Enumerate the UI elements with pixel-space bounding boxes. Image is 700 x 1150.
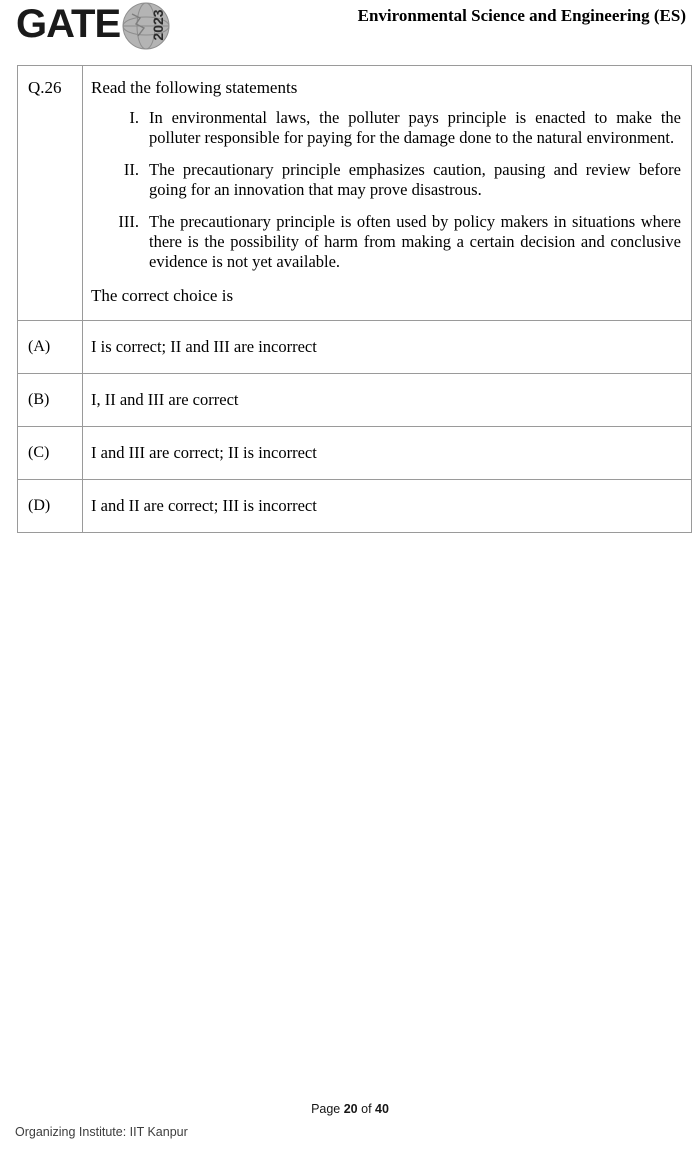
statement-numeral: III. (118, 212, 139, 231)
option-label-d: (D) (28, 497, 51, 514)
gate-logo-text: GATE (16, 2, 121, 46)
page-title: Environmental Science and Engineering (ES) (357, 6, 686, 25)
list-item (91, 108, 681, 148)
question-number-cell (18, 66, 83, 321)
option-text-cell-a[interactable] (83, 321, 692, 374)
page-current: 20 (343, 1102, 358, 1116)
question-closing-line: The correct choice is (91, 286, 234, 305)
page-number-indicator (0, 1102, 700, 1116)
page-total: 40 (375, 1102, 389, 1116)
option-text-d: I and II are correct; III is incorrect (91, 496, 317, 515)
organizing-institute: Organizing Institute: IIT Kanpur (15, 1125, 188, 1139)
option-label-c: (C) (28, 444, 50, 461)
statement-numeral: II. (123, 160, 139, 179)
option-label-cell-d (18, 480, 83, 533)
option-row-d[interactable] (18, 480, 692, 533)
option-label-cell-b (18, 374, 83, 427)
list-item (91, 160, 681, 200)
question-table (17, 65, 692, 533)
question-body-cell (83, 66, 692, 321)
option-text-b: I, II and III are correct (91, 390, 239, 409)
gate-logo-year: 2023 (150, 9, 166, 41)
option-text-cell-d[interactable] (83, 480, 692, 533)
statement-text: The precautionary principle is often used by policy makers in situations where there is the possibility of harm from making a certain decision and conclusive evidence is not yet available. (149, 212, 681, 271)
list-item (91, 212, 681, 272)
question-stem: Read the following statements (91, 78, 298, 97)
option-text-cell-b[interactable] (83, 374, 692, 427)
statement-list (91, 108, 681, 272)
option-row-c[interactable] (18, 427, 692, 480)
option-text-c: I and III are correct; II is incorrect (91, 443, 317, 462)
statement-numeral: I. (129, 108, 139, 127)
question-row (18, 66, 692, 321)
option-row-a[interactable] (18, 321, 692, 374)
question-number: Q.26 (28, 78, 62, 97)
gate-logo (16, 0, 186, 52)
option-row-b[interactable] (18, 374, 692, 427)
statement-text: The precautionary principle emphasizes caution, pausing and review before going for an innovation that may prove disastrous. (149, 160, 681, 199)
option-label-cell-a (18, 321, 83, 374)
page-prefix: Page (311, 1102, 344, 1116)
option-text-a: I is correct; II and III are incorrect (91, 337, 317, 356)
statement-text: In environmental laws, the polluter pays principle is enacted to make the polluter responsible for paying for the damage done to the natural environment. (149, 108, 681, 147)
option-label-b: (B) (28, 391, 50, 408)
page-header (0, 0, 700, 58)
page-middle: of (357, 1102, 376, 1116)
option-label-cell-c (18, 427, 83, 480)
page-footer (0, 1094, 700, 1150)
option-label-a: (A) (28, 338, 51, 355)
option-text-cell-c[interactable] (83, 427, 692, 480)
